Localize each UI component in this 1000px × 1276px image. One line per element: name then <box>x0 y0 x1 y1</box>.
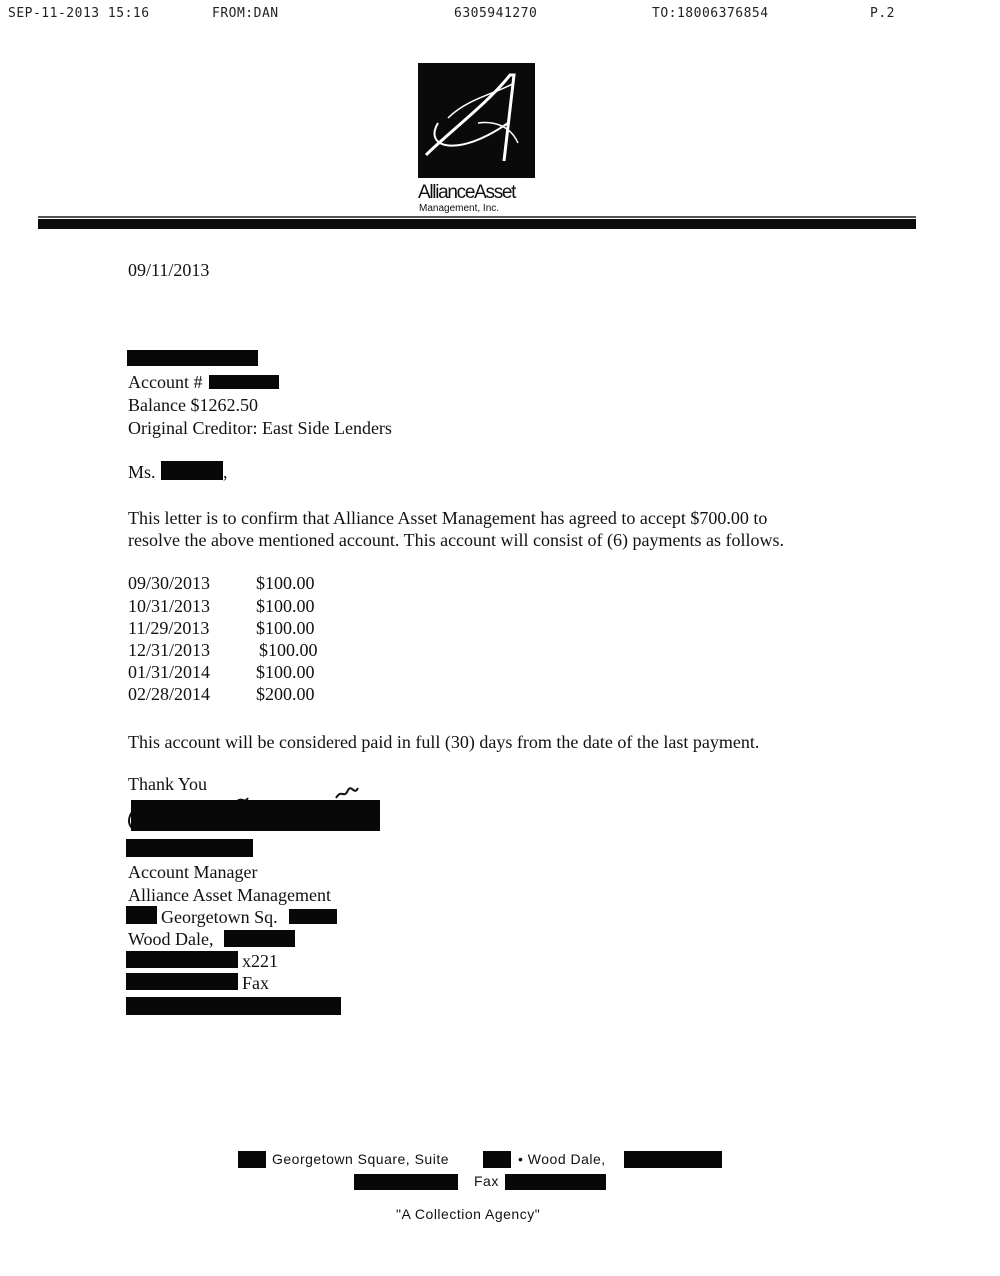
balance-line: Balance $1262.50 <box>128 395 258 415</box>
logo-company-name: AllianceAsset <box>418 182 516 203</box>
closing-thank-you: Thank You <box>128 774 208 794</box>
redacted-signer-name <box>126 839 253 857</box>
signer-extension: x221 <box>242 951 278 971</box>
fax-page: P.2 <box>870 6 895 21</box>
redacted-footer-state-zip <box>624 1151 722 1168</box>
payment-amount: $200.00 <box>256 684 315 704</box>
body-line-2: resolve the above mentioned account. This account will consist of (6) payments as follows. <box>128 530 785 550</box>
fax-phone: 6305941270 <box>454 6 538 21</box>
company-logo <box>418 63 535 178</box>
logo-monogram-icon <box>418 63 535 178</box>
redacted-suite <box>289 909 337 924</box>
payment-amount: $100.00 <box>256 596 315 616</box>
header-rule-thin <box>38 216 916 218</box>
payment-amount: $100.00 <box>259 640 318 660</box>
redacted-fax-number <box>126 973 238 990</box>
fax-datetime: SEP-11-2013 15:16 <box>8 6 150 21</box>
redacted-footer-street-number <box>238 1151 266 1168</box>
signer-title: Account Manager <box>128 862 258 882</box>
footer-address-city: • Wood Dale, <box>518 1151 606 1167</box>
redacted-recipient-surname <box>161 461 223 480</box>
header-rule <box>38 219 916 229</box>
payment-date: 10/31/2013 <box>128 596 211 616</box>
payment-amount: $100.00 <box>256 662 315 682</box>
redacted-phone <box>126 951 238 968</box>
logo-company-subtitle: Management, Inc. <box>419 203 500 214</box>
account-label: Account # <box>128 372 203 392</box>
footer-tagline: "A Collection Agency" <box>396 1206 541 1222</box>
redacted-street-number <box>126 906 157 924</box>
payment-amount: $100.00 <box>256 573 315 593</box>
salutation-prefix: Ms. <box>128 462 156 482</box>
redacted-email <box>126 997 341 1015</box>
fax-to: TO:18006376854 <box>652 6 769 21</box>
redacted-signature <box>131 800 380 831</box>
payment-amount: $100.00 <box>256 618 315 638</box>
footer-address-street: Georgetown Square, Suite <box>272 1151 449 1167</box>
signer-city: Wood Dale, <box>128 929 214 949</box>
payment-date: 12/31/2013 <box>128 640 211 660</box>
redacted-state-zip <box>224 930 295 947</box>
body-line-1: This letter is to confirm that Alliance Asset Management has agreed to accept $700.00 to <box>128 508 768 528</box>
redacted-footer-suite <box>483 1151 511 1168</box>
paid-in-full-line: This account will be considered paid in full (30) days from the date of the last payment. <box>128 732 760 752</box>
signer-company: Alliance Asset Management <box>128 885 331 905</box>
payment-date: 09/30/2013 <box>128 573 211 593</box>
payment-date: 11/29/2013 <box>128 618 210 638</box>
letter-date: 09/11/2013 <box>128 260 210 280</box>
redacted-account-number <box>209 375 279 389</box>
original-creditor-line: Original Creditor: East Side Lenders <box>128 418 392 438</box>
signer-street: Georgetown Sq. <box>161 907 278 927</box>
redacted-footer-phone <box>354 1174 458 1190</box>
salutation-comma: , <box>223 462 228 482</box>
fax-from: FROM:DAN <box>212 6 279 21</box>
redacted-footer-fax <box>505 1174 606 1190</box>
footer-fax-label: Fax <box>474 1173 499 1189</box>
payment-date: 02/28/2014 <box>128 684 211 704</box>
redacted-recipient-name <box>127 350 258 366</box>
signer-fax-label: Fax <box>242 973 269 993</box>
payment-date: 01/31/2014 <box>128 662 211 682</box>
